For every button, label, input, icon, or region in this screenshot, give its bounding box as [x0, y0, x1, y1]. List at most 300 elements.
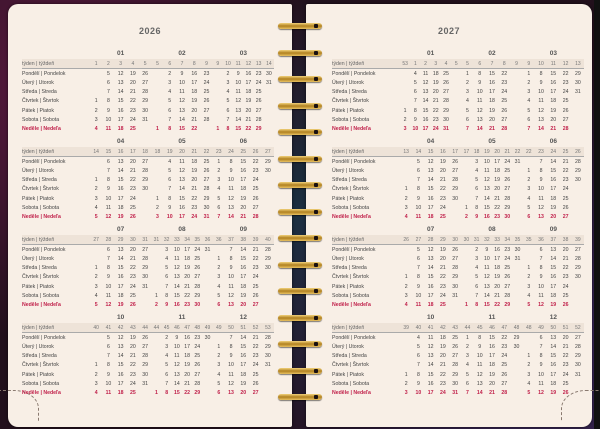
month-days [213, 372, 274, 378]
month-days [400, 362, 461, 368]
day-number: 9 [539, 79, 543, 86]
month-days [400, 390, 461, 396]
day-number: 29 [504, 204, 511, 211]
binding-ring [278, 181, 322, 189]
week-label: týden | týždeň [332, 148, 365, 155]
day-number: 24 [562, 371, 569, 378]
day-number: 18 [117, 125, 124, 132]
weekday-label: Středa | Streda [22, 265, 57, 272]
day-number: 14 [427, 362, 434, 369]
day-number: 18 [550, 98, 557, 105]
day-number: 6 [106, 79, 110, 86]
day-number: 20 [240, 204, 247, 211]
day-number [510, 353, 522, 359]
day-number: 12 [117, 334, 124, 341]
day-number [461, 274, 471, 280]
day-number: 30 [264, 167, 271, 174]
day-number: 8 [539, 167, 543, 174]
day-number: 2 [154, 301, 158, 308]
day-number: 15 [117, 98, 124, 105]
week-number: 49 [538, 324, 544, 331]
day-number: 7 [106, 353, 110, 360]
month-weeks [461, 237, 522, 243]
day-number: 6 [106, 343, 110, 350]
week-label: týden | týždeň [22, 236, 55, 243]
day-number [151, 117, 163, 123]
week-number: 29 [440, 236, 446, 243]
day-number: 29 [142, 98, 149, 105]
day-number [262, 196, 274, 202]
day-number [510, 372, 522, 378]
day-number: 12 [427, 158, 434, 165]
day-number: 2 [94, 107, 98, 114]
day-number: 15 [489, 334, 495, 341]
day-number: 6 [165, 274, 169, 281]
day-number: 21 [489, 125, 495, 132]
week-number: 17 [452, 148, 458, 155]
day-number: 2 [527, 177, 531, 184]
month-days [213, 98, 274, 104]
weekday-label: Čtvrtek | Štvrtok [22, 98, 59, 105]
day-number: 22 [494, 301, 500, 308]
day-number: 28 [452, 265, 459, 272]
day-number [202, 284, 212, 290]
day-number: 24 [194, 343, 201, 350]
right-page [306, 4, 592, 427]
day-number: 8 [229, 343, 233, 350]
day-number: 20 [440, 353, 446, 360]
day-number: 22 [130, 98, 136, 105]
day-number [151, 89, 163, 95]
day-number: 21 [252, 334, 259, 341]
day-number: 18 [117, 389, 124, 396]
day-number: 10 [483, 255, 490, 262]
day-number: 22 [245, 125, 252, 132]
day-number: 15 [550, 167, 557, 174]
day-number: 11 [228, 186, 234, 193]
day-number: 17 [240, 362, 247, 369]
day-number [451, 117, 461, 123]
day-number [213, 247, 225, 253]
day-number: 5 [226, 98, 230, 105]
week-number: 9 [205, 60, 208, 67]
month-days [461, 381, 522, 387]
week-number: 40 [93, 324, 99, 331]
week-number: 53 [402, 60, 408, 67]
day-number [510, 98, 522, 104]
month-days [90, 293, 151, 299]
day-number [213, 71, 223, 77]
day-number: 26 [562, 204, 569, 211]
day-number: 13 [179, 107, 185, 114]
day-number: 6 [217, 389, 221, 396]
day-number: 6 [106, 158, 110, 165]
day-number: 25 [255, 89, 262, 96]
day-number: 15 [483, 301, 490, 308]
month-days [461, 108, 522, 114]
day-number: 20 [130, 79, 136, 86]
day-number: 30 [142, 274, 149, 281]
month-name: 03 [549, 50, 557, 57]
month-days [213, 344, 274, 350]
binding-ring [278, 49, 322, 57]
day-number: 23 [191, 204, 198, 211]
day-number [213, 108, 223, 114]
day-number: 11 [179, 89, 185, 96]
week-number: 14 [266, 60, 272, 67]
day-number: 7 [466, 389, 469, 396]
day-number: 12 [228, 380, 234, 387]
day-number: 15 [173, 389, 180, 396]
day-number: 23 [130, 107, 136, 114]
day-number: 17 [489, 353, 495, 360]
day-number: 16 [117, 186, 124, 193]
day-number: 4 [217, 283, 221, 290]
month-days [90, 177, 151, 183]
day-number: 18 [240, 186, 247, 193]
day-number: 14 [240, 334, 247, 341]
month-days [90, 117, 151, 123]
day-number: 24 [255, 79, 262, 86]
week-label: týden | týždeň [332, 236, 365, 243]
day-number: 29 [203, 195, 210, 202]
day-number [510, 117, 522, 123]
day-number: 7 [539, 158, 543, 165]
day-number: 10 [415, 389, 422, 396]
day-number [451, 98, 461, 104]
week-number-row [22, 147, 274, 156]
day-number: 31 [142, 283, 149, 290]
day-number: 29 [264, 255, 271, 262]
day-number [202, 256, 212, 262]
day-number [90, 247, 102, 253]
week-number: 53 [265, 324, 271, 331]
weekday-label: Středa | Streda [22, 89, 57, 96]
day-number: 3 [475, 158, 479, 165]
day-number: 10 [415, 204, 422, 211]
day-number: 19 [489, 371, 495, 378]
day-number: 13 [117, 158, 124, 165]
day-number: 23 [252, 265, 259, 272]
day-number: 11 [235, 89, 241, 96]
day-number: 10 [166, 213, 173, 220]
day-number: 22 [432, 107, 439, 114]
month-days [90, 344, 151, 350]
day-number: 29 [255, 125, 262, 132]
month-days [213, 196, 274, 202]
day-number: 5 [416, 158, 420, 165]
day-number [151, 274, 161, 280]
day-number: 20 [130, 246, 136, 253]
day-number: 27 [252, 204, 259, 211]
weekday-label: Neděle | Nedeľa [22, 213, 61, 220]
binding-ring [278, 287, 322, 295]
month-days [523, 108, 584, 114]
month-days [523, 159, 584, 165]
day-number: 26 [452, 158, 459, 165]
week-number: 36 [538, 236, 544, 243]
day-number: 31 [204, 246, 211, 253]
day-number [400, 344, 412, 350]
day-number: 7 [217, 213, 221, 220]
day-number: 21 [130, 167, 136, 174]
week-label: týden | týždeň [22, 60, 55, 67]
day-number: 12 [538, 204, 544, 211]
day-number: 22 [562, 70, 569, 77]
day-number: 28 [562, 125, 569, 132]
month-days [461, 344, 522, 350]
year-title: 2026 [138, 26, 162, 36]
day-number: 15 [550, 265, 557, 272]
day-number: 29 [504, 301, 511, 308]
day-number [202, 265, 212, 271]
weekday-row [22, 254, 274, 263]
day-number [151, 168, 163, 174]
day-number: 27 [562, 116, 569, 123]
day-number: 20 [562, 334, 569, 341]
week-number: 34 [504, 236, 511, 243]
day-number: 3 [466, 89, 469, 96]
quarter-block [22, 50, 274, 134]
month-name: 09 [549, 226, 557, 233]
day-number: 23 [130, 274, 136, 281]
day-number: 25 [130, 125, 136, 132]
day-number: 14 [550, 255, 557, 262]
weekday-label: Čtvrtek | Štvrtok [332, 274, 369, 281]
month-name: 02 [178, 50, 186, 57]
week-number: 33 [494, 236, 500, 243]
week-number: 33 [174, 236, 180, 243]
weekday-row [22, 273, 274, 282]
month-weeks [461, 149, 522, 155]
day-number: 27 [574, 334, 581, 341]
month-days [523, 381, 584, 387]
day-number: 6 [466, 116, 469, 123]
day-number: 10 [105, 116, 112, 123]
day-number: 1 [156, 125, 159, 132]
month-days [90, 390, 151, 396]
day-number: 6 [413, 89, 417, 96]
day-number: 10 [228, 362, 234, 369]
day-number: 18 [427, 301, 434, 308]
day-number: 22 [562, 353, 569, 360]
day-number: 26 [130, 213, 136, 220]
week-number: 20 [179, 148, 185, 155]
day-number: 21 [440, 265, 446, 272]
day-number [572, 214, 584, 220]
sunday-row [332, 124, 584, 133]
day-number: 31 [142, 116, 149, 123]
day-number [90, 71, 102, 77]
weekday-label: Pondělí | Pondelok [22, 70, 66, 77]
month-days [151, 293, 212, 299]
day-number: 12 [228, 195, 234, 202]
day-number: 15 [117, 177, 124, 184]
week-number: 37 [228, 236, 234, 243]
day-number: 28 [194, 380, 201, 387]
week-number: 3 [119, 60, 123, 67]
day-number: 10 [105, 380, 112, 387]
day-number: 13 [476, 380, 483, 387]
month-days [213, 302, 274, 308]
day-number: 23 [562, 79, 569, 86]
day-number: 22 [501, 70, 508, 77]
day-number: 3 [94, 116, 98, 123]
day-number: 25 [194, 255, 201, 262]
weekday-label: Sobota | Sobota [332, 292, 370, 299]
week-number: 48 [513, 324, 520, 331]
weekday-row [22, 176, 274, 185]
quarter-block [22, 226, 274, 310]
day-number: 22 [501, 334, 508, 341]
day-number: 12 [235, 98, 242, 105]
month-days [523, 168, 584, 174]
week-number: 15 [427, 148, 434, 155]
day-number: 31 [574, 89, 581, 96]
day-number: 18 [432, 70, 439, 77]
month-days [151, 353, 212, 359]
month-weeks [213, 61, 274, 67]
month-days [90, 98, 151, 104]
day-number: 17 [184, 246, 190, 253]
day-number: 26 [562, 389, 569, 396]
day-number [151, 284, 161, 290]
day-number: 16 [483, 213, 490, 220]
day-number: 9 [106, 274, 110, 281]
day-number: 1 [527, 167, 531, 174]
day-number: 4 [527, 292, 531, 299]
week-number: 25 [240, 148, 247, 155]
day-number: 11 [174, 353, 180, 360]
day-number: 3 [475, 255, 479, 262]
day-number [449, 214, 461, 220]
day-number [139, 196, 151, 202]
day-number: 14 [476, 125, 483, 132]
day-number: 3 [527, 89, 531, 96]
week-number: 22 [203, 148, 210, 155]
week-number: 29 [117, 236, 124, 243]
day-number: 2 [475, 246, 479, 253]
day-number [572, 186, 584, 192]
weekday-label: Pondělí | Pondelok [22, 246, 66, 253]
day-number [461, 247, 471, 253]
day-number: 1 [404, 186, 408, 193]
day-number: 19 [130, 70, 136, 77]
day-number [400, 71, 410, 77]
weekday-row [332, 68, 584, 78]
day-number: 8 [165, 292, 169, 299]
week-number: 27 [415, 236, 422, 243]
month-days [400, 293, 461, 299]
week-number: 26 [575, 148, 581, 155]
day-number: 1 [527, 70, 531, 77]
day-number: 4 [404, 213, 408, 220]
weekday-row [332, 78, 584, 87]
day-number: 5 [94, 301, 98, 308]
day-number: 19 [440, 158, 446, 165]
day-number: 23 [252, 353, 259, 360]
day-number: 23 [194, 334, 201, 341]
day-number: 23 [440, 195, 446, 202]
day-number: 27 [142, 246, 149, 253]
day-number: 5 [475, 274, 479, 281]
day-number: 6 [217, 301, 221, 308]
weekday-row [332, 166, 584, 175]
day-number: 18 [489, 98, 495, 105]
day-number: 7 [539, 255, 543, 262]
month-days [461, 126, 522, 132]
month-days [523, 71, 584, 77]
day-number: 27 [194, 274, 201, 281]
day-number [90, 80, 102, 86]
day-number: 6 [416, 353, 420, 360]
month-days [213, 335, 274, 341]
day-number [523, 159, 535, 165]
day-number [264, 98, 274, 104]
month-days [461, 256, 522, 262]
day-number: 15 [427, 371, 434, 378]
day-number [451, 89, 461, 95]
day-number: 7 [106, 167, 110, 174]
weekday-label: Pondělí | Pondelok [332, 70, 376, 77]
day-number: 21 [494, 195, 500, 202]
day-number: 6 [539, 334, 543, 341]
day-number: 9 [229, 167, 233, 174]
day-number: 21 [252, 246, 259, 253]
week-number: 28 [105, 236, 112, 243]
month-days [400, 71, 461, 77]
day-number: 23 [203, 70, 210, 77]
day-number: 9 [478, 79, 482, 86]
day-number: 29 [452, 186, 459, 193]
day-number: 5 [94, 213, 98, 220]
day-number [202, 293, 212, 299]
month-days [90, 335, 151, 341]
day-number: 26 [203, 98, 210, 105]
day-number: 21 [489, 389, 495, 396]
weekday-row [332, 194, 584, 203]
sunday-row [332, 212, 584, 221]
day-number: 4 [217, 186, 221, 193]
day-number: 1 [527, 265, 531, 272]
day-number: 24 [501, 89, 508, 96]
month-weeks [151, 61, 212, 67]
week-number: 51 [240, 324, 247, 331]
quarter-block [332, 50, 584, 134]
day-number: 23 [494, 213, 500, 220]
day-number: 25 [130, 292, 136, 299]
day-number: 24 [440, 389, 446, 396]
day-number: 5 [217, 380, 221, 387]
day-number: 30 [513, 343, 520, 350]
day-number: 24 [501, 353, 508, 360]
day-number: 18 [184, 255, 190, 262]
day-number: 29 [574, 70, 581, 77]
day-number [510, 108, 522, 114]
day-number: 2 [217, 167, 221, 174]
weekday-row [332, 352, 584, 361]
month-weeks [461, 325, 522, 331]
month-name: 07 [427, 226, 435, 233]
day-number: 31 [574, 371, 581, 378]
day-number: 23 [504, 246, 511, 253]
day-number [139, 390, 151, 396]
day-number: 28 [255, 116, 262, 123]
weekday-label: Neděle | Nedeľa [332, 213, 371, 220]
month-days [90, 159, 151, 165]
day-number: 27 [574, 246, 581, 253]
weekday-row [22, 97, 274, 106]
